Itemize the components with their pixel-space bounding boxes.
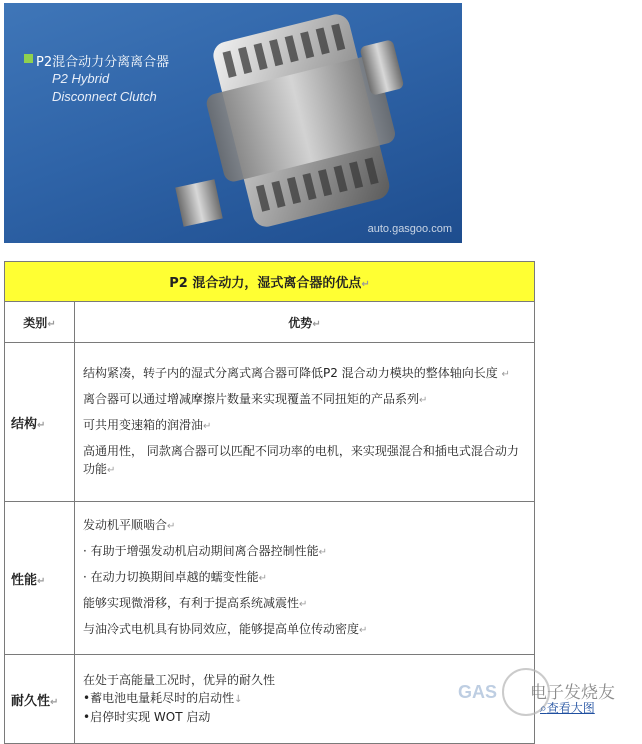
item-text: 离合器可以通过增减摩擦片数量来实现覆盖不同扭矩的产品系列 bbox=[83, 392, 420, 406]
clutch-illustration bbox=[4, 3, 462, 243]
paragraph-mark: ↵ bbox=[359, 625, 368, 636]
paragraph-mark: ↵ bbox=[258, 573, 268, 584]
paragraph-mark: ↵ bbox=[167, 521, 176, 532]
list-item bbox=[83, 364, 526, 384]
category-text: 耐久性 bbox=[11, 693, 51, 709]
paragraph-mark: ↵ bbox=[419, 395, 428, 406]
banner-title-en-2: Disconnect Clutch bbox=[52, 89, 157, 104]
paragraph-mark: ↵ bbox=[107, 465, 116, 476]
paragraph-mark: ↵ bbox=[47, 318, 56, 330]
item-text: 能够实现微滑移，有利于提高系统减震性 bbox=[83, 596, 300, 610]
gasgoo-watermark-logo: GAS bbox=[458, 682, 498, 702]
item-text: 可共用变速箱的润滑油 bbox=[83, 418, 204, 432]
list-item bbox=[83, 516, 526, 536]
table-header-row bbox=[5, 302, 535, 343]
paragraph-mark: ↵ bbox=[37, 419, 46, 431]
list-item bbox=[83, 709, 526, 726]
category-durability bbox=[5, 655, 75, 744]
item-text: 高通用性， 同款离合器可以匹配不同功率的电机，来实现强混合和插电式混合动力功能 bbox=[83, 444, 519, 476]
list-item bbox=[83, 568, 526, 588]
advantages-table bbox=[4, 261, 535, 744]
item-text: · 有助于增强发动机启动期间离合器控制性能 bbox=[83, 544, 319, 558]
advantage-cell bbox=[75, 502, 535, 655]
banner-title-en-1: P2 Hybrid bbox=[52, 71, 110, 86]
table-title-row bbox=[5, 262, 535, 302]
item-text: •启停时实现 WOT 启动 bbox=[83, 710, 211, 724]
paragraph-mark: ↵ bbox=[37, 575, 46, 587]
paragraph-mark: ↵ bbox=[50, 696, 59, 708]
advantage-cell bbox=[75, 343, 535, 502]
list-item bbox=[83, 390, 526, 410]
category-text: 结构 bbox=[11, 416, 38, 432]
item-text: 发动机平顺啮合 bbox=[83, 518, 168, 532]
list-item bbox=[83, 620, 526, 640]
header-category bbox=[5, 302, 75, 343]
paragraph-mark: ↵ bbox=[501, 369, 510, 380]
view-large-text: 查看大图 bbox=[546, 701, 595, 715]
banner-bullet-icon bbox=[24, 54, 33, 63]
header-category-text: 类别 bbox=[23, 315, 48, 330]
table-row bbox=[5, 655, 535, 744]
elecfans-watermark: 电子发烧友 bbox=[530, 683, 615, 703]
category-performance bbox=[5, 502, 75, 655]
item-text: •蓄电池电量耗尽时的启动性 bbox=[83, 691, 235, 705]
item-text: 在处于高能量工况时，优异的耐久性 bbox=[83, 673, 276, 687]
list-item bbox=[83, 594, 526, 614]
category-text: 性能 bbox=[11, 572, 38, 588]
paragraph-mark: ↵ bbox=[318, 547, 328, 558]
item-text: 结构紧凑，转子内的湿式分离式离合器可降低P2 混合动力模块的整体轴向长度 bbox=[83, 366, 498, 380]
view-large-image-link[interactable] bbox=[540, 699, 595, 716]
table-row bbox=[5, 502, 535, 655]
paragraph-mark: ↓ bbox=[234, 694, 243, 705]
category-structure bbox=[5, 343, 75, 502]
paragraph-mark: ↵ bbox=[299, 599, 308, 610]
table-title-text: P2 混合动力，湿式离合器的优点 bbox=[169, 276, 362, 291]
paragraph-mark: ↵ bbox=[312, 318, 321, 330]
banner-watermark: auto.gasgoo.com bbox=[367, 223, 452, 235]
table-row bbox=[5, 343, 535, 502]
magnifier-icon: ⌕ bbox=[540, 701, 547, 715]
product-banner bbox=[4, 3, 462, 243]
paragraph-mark: ↵ bbox=[361, 279, 370, 290]
paragraph-mark: ↵ bbox=[203, 421, 212, 432]
list-item bbox=[83, 416, 526, 436]
header-advantage bbox=[75, 302, 535, 343]
table-title bbox=[5, 262, 535, 302]
item-text: · 在动力切换期间卓越的蠕变性能 bbox=[83, 570, 259, 584]
list-item bbox=[83, 442, 526, 480]
item-text: 与油冷式电机具有协同效应，能够提高单位传动密度 bbox=[83, 622, 360, 636]
banner-title-zh: P2混合动力分离离合器 bbox=[36, 55, 170, 70]
list-item bbox=[83, 542, 526, 562]
header-advantage-text: 优势 bbox=[288, 315, 313, 330]
